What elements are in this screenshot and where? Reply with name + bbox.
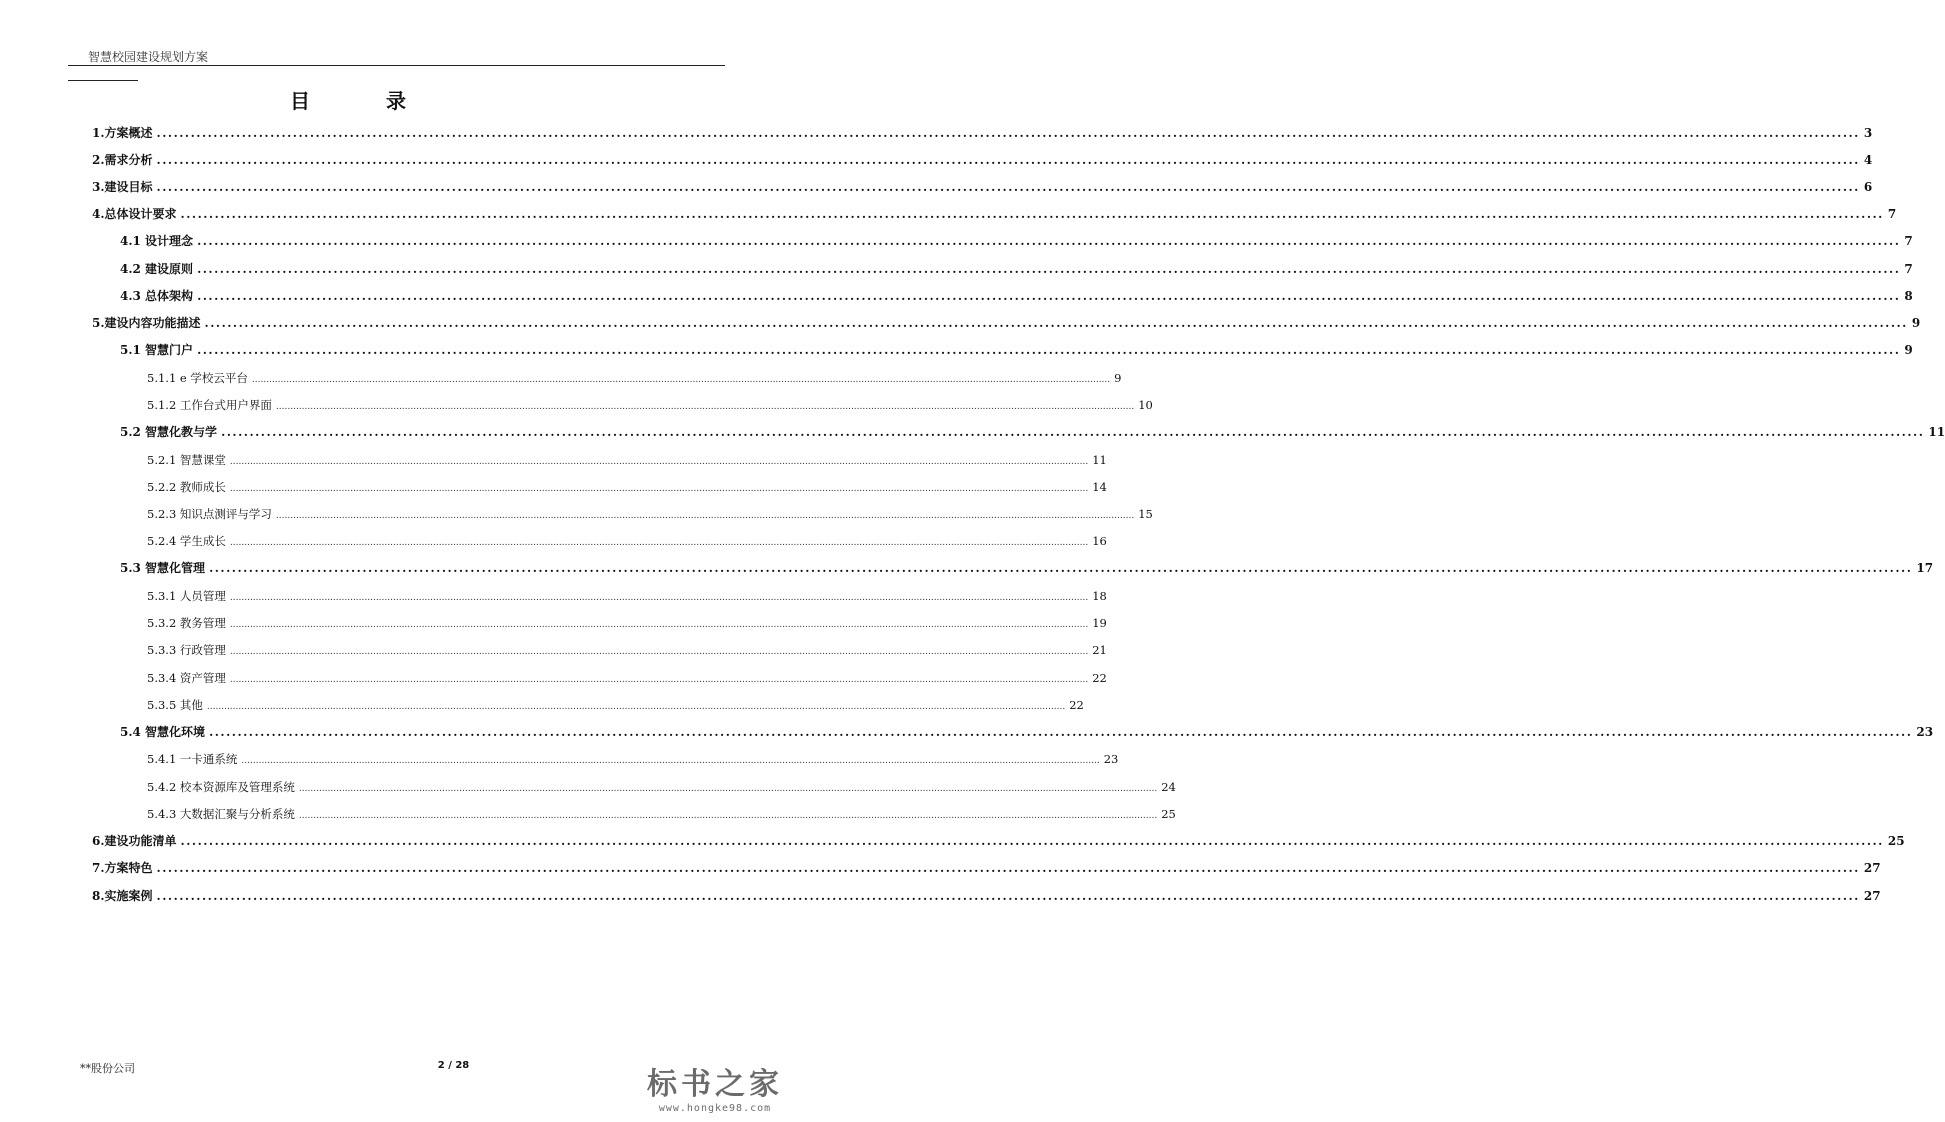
toc-entry-page: 7	[1887, 207, 1897, 221]
toc-entry-label: 1.方案概述	[92, 126, 153, 140]
toc-entry-page: 17	[1916, 561, 1934, 575]
toc-entry-page: 25	[1161, 807, 1176, 821]
toc-entry-page: 9	[1911, 316, 1921, 330]
toc-entry-page: 14	[1092, 480, 1107, 494]
toc-leader: ............................................................................................................................................................................................................................................................................................................	[229, 675, 1089, 685]
toc-entry[interactable]	[120, 340, 1913, 360]
toc-entry-label: 8.实施案例	[92, 889, 153, 903]
toc-entry[interactable]	[147, 804, 1176, 824]
toc-entry-label: 5.3.2 教务管理	[147, 616, 226, 630]
toc-entry-page: 8	[1904, 289, 1913, 303]
toc-entry-label: 5.建设内容功能描述	[92, 316, 201, 330]
toc-leader: ............................................................................................................................................................................................................................................................................................................	[229, 593, 1089, 603]
toc-entry-page: 22	[1092, 671, 1107, 685]
toc-entry[interactable]	[92, 831, 1905, 851]
toc-entry-page: 3	[1863, 126, 1873, 140]
toc-entry-page: 23	[1103, 752, 1119, 766]
toc-leader: ............................................................................................................................................................................................................................................................................................................	[206, 702, 1066, 712]
toc-entry-label: 5.1 智慧门户	[120, 343, 194, 357]
toc-entry-label: 5.1.2 工作台式用户界面	[147, 398, 272, 412]
toc-leader: ............................................................................................................................................................................................................................................................................................................	[209, 561, 1913, 575]
toc-entry-page: 11	[1092, 453, 1107, 467]
toc-entry[interactable]	[120, 286, 1913, 306]
toc-leader: ............................................................................................................................................................................................................................................................................................................	[209, 725, 1913, 739]
toc-entry[interactable]	[147, 640, 1107, 660]
toc-leader: ............................................................................................................................................................................................................................................................................................................	[197, 343, 1901, 357]
toc-leader: ............................................................................................................................................................................................................................................................................................................	[229, 484, 1089, 494]
toc-entry-page: 19	[1092, 616, 1107, 630]
toc-entry[interactable]	[92, 123, 1873, 143]
toc-leader: ............................................................................................................................................................................................................................................................................................................	[197, 289, 1901, 303]
toc-entry[interactable]	[92, 886, 1881, 906]
toc-leader: ............................................................................................................................................................................................................................................................................................................	[180, 834, 1884, 848]
toc-entry[interactable]	[120, 231, 1913, 251]
footer-company: **股份公司	[80, 1062, 135, 1075]
toc-leader: ............................................................................................................................................................................................................................................................................................................	[197, 234, 1901, 248]
toc-leader: ............................................................................................................................................................................................................................................................................................................	[275, 402, 1135, 412]
footer-page-indicator: 2 / 28	[437, 1060, 470, 1071]
toc-leader: ............................................................................................................................................................................................................................................................................................................	[229, 647, 1089, 657]
toc-entry-label: 5.1.1 e 学校云平台	[147, 371, 248, 385]
toc-entry-label: 4.总体设计要求	[92, 207, 177, 221]
toc-entry[interactable]	[92, 177, 1873, 197]
toc-entry-label: 4.2 建设原则	[120, 262, 194, 276]
toc-leader: ............................................................................................................................................................................................................................................................................................................	[241, 756, 1100, 766]
toc-entry-page: 24	[1161, 780, 1176, 794]
header-short-divider	[68, 80, 138, 81]
toc-entry-page: 21	[1092, 643, 1107, 657]
toc-entry-label: 6.建设功能清单	[92, 834, 177, 848]
toc-entry-label: 5.4.2 校本资源库及管理系统	[147, 780, 295, 794]
toc-entry[interactable]	[92, 313, 1921, 333]
toc-entry-page: 7	[1904, 262, 1913, 276]
toc-entry[interactable]	[147, 477, 1107, 497]
toc-entry-page: 18	[1092, 589, 1107, 603]
toc-leader: ............................................................................................................................................................................................................................................................................................................	[298, 784, 1158, 794]
header-divider	[68, 65, 725, 66]
toc-entry-label: 5.4.1 一卡通系统	[147, 752, 238, 766]
toc-entry-label: 5.4 智慧化环境	[120, 725, 206, 739]
toc-entry-label: 4.3 总体架构	[120, 289, 194, 303]
toc-entry-label: 5.2.2 教师成长	[147, 480, 226, 494]
toc-entry[interactable]	[147, 450, 1107, 470]
toc-entry-page: 11	[1928, 425, 1945, 439]
toc-leader: ............................................................................................................................................................................................................................................................................................................	[156, 180, 1860, 194]
toc-entry-page: 16	[1092, 534, 1107, 548]
toc-entry[interactable]	[147, 749, 1119, 769]
toc-entry-label: 4.1 设计理念	[120, 234, 194, 248]
toc-leader: ............................................................................................................................................................................................................................................................................................................	[229, 538, 1089, 548]
watermark-url: www.hongke98.com	[658, 1103, 772, 1114]
toc-entry[interactable]	[120, 722, 1934, 742]
toc-entry-label: 5.2 智慧化教与学	[120, 425, 218, 439]
toc-entry-page: 9	[1904, 343, 1913, 357]
toc-entry[interactable]	[120, 259, 1913, 279]
toc-entry[interactable]	[147, 395, 1153, 415]
toc-entry-page: 22	[1069, 698, 1084, 712]
toc-entry-page: 7	[1904, 234, 1913, 248]
toc-leader: ............................................................................................................................................................................................................................................................................................................	[229, 457, 1089, 467]
toc-entry[interactable]	[147, 695, 1084, 715]
toc-leader: ............................................................................................................................................................................................................................................................................................................	[197, 262, 1901, 276]
toc-entry-label: 3.建设目标	[92, 180, 153, 194]
toc-entry-page: 27	[1863, 861, 1881, 875]
toc-leader: ............................................................................................................................................................................................................................................................................................................	[251, 375, 1111, 385]
toc-entry-page: 10	[1138, 398, 1153, 412]
watermark-logo	[640, 1068, 790, 1116]
toc-leader: ............................................................................................................................................................................................................................................................................................................	[180, 207, 1884, 221]
toc-entry[interactable]	[147, 586, 1107, 606]
toc-leader: ............................................................................................................................................................................................................................................................................................................	[204, 316, 1908, 330]
toc-leader: ............................................................................................................................................................................................................................................................................................................	[298, 811, 1158, 821]
toc-entry[interactable]	[147, 504, 1153, 524]
toc-entry[interactable]	[147, 531, 1107, 551]
watermark-name: 标书之家	[647, 1067, 783, 1102]
toc-entry-page: 6	[1863, 180, 1873, 194]
toc-entry-label: 5.4.3 大数据汇聚与分析系统	[147, 807, 295, 821]
toc-entry-page: 4	[1863, 153, 1873, 167]
toc-entry[interactable]	[92, 858, 1881, 878]
toc-entry-page: 27	[1863, 889, 1881, 903]
toc-entry-page: 15	[1138, 507, 1153, 521]
document-header-title: 智慧校园建设规划方案	[88, 50, 209, 64]
toc-entry[interactable]	[92, 150, 1873, 170]
toc-entry-label: 5.3.1 人员管理	[147, 589, 226, 603]
toc-entry-label: 2.需求分析	[92, 153, 153, 167]
toc-entry-label: 5.3 智慧化管理	[120, 561, 206, 575]
toc-leader: ............................................................................................................................................................................................................................................................................................................	[156, 126, 1860, 140]
toc-title: 目 录	[290, 89, 434, 113]
toc-entry[interactable]	[120, 422, 1945, 442]
toc-entry-label: 5.2.3 知识点测评与学习	[147, 507, 272, 521]
toc-leader: ............................................................................................................................................................................................................................................................................................................	[156, 861, 1860, 875]
toc-leader: ............................................................................................................................................................................................................................................................................................................	[221, 425, 1925, 439]
toc-entry-page: 9	[1114, 371, 1122, 385]
toc-entry-label: 7.方案特色	[92, 861, 153, 875]
toc-entry[interactable]	[120, 558, 1934, 578]
toc-entry-label: 5.2.4 学生成长	[147, 534, 226, 548]
toc-entry-label: 5.3.3 行政管理	[147, 643, 226, 657]
toc-entry-label: 5.3.4 资产管理	[147, 671, 226, 685]
toc-leader: ............................................................................................................................................................................................................................................................................................................	[156, 153, 1860, 167]
toc-entry[interactable]	[147, 668, 1107, 688]
toc-entry[interactable]	[147, 368, 1122, 388]
toc-entry[interactable]	[147, 613, 1107, 633]
toc-entry-label: 5.3.5 其他	[147, 698, 203, 712]
toc-entry[interactable]	[147, 777, 1176, 797]
toc-entry-label: 5.2.1 智慧课堂	[147, 453, 226, 467]
toc-leader: ............................................................................................................................................................................................................................................................................................................	[156, 889, 1860, 903]
toc-leader: ............................................................................................................................................................................................................................................................................................................	[275, 511, 1135, 521]
toc-entry-page: 25	[1887, 834, 1905, 848]
toc-entry-page: 23	[1916, 725, 1934, 739]
toc-leader: ............................................................................................................................................................................................................................................................................................................	[229, 620, 1089, 630]
toc-entry[interactable]	[92, 204, 1897, 224]
